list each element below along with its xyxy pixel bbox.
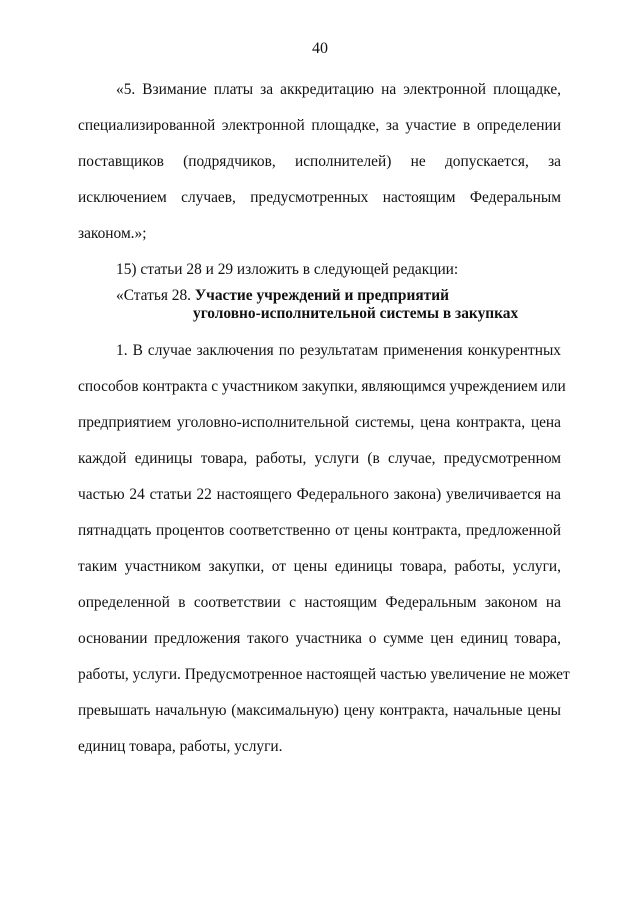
- paragraph-1-line: таким участником закупки, от цены единицы товара, работы, услуги,: [78, 558, 561, 575]
- article-title-line-2: уголовно-исполнительной системы в закупках: [193, 305, 519, 322]
- paragraph-1-line: пятнадцать процентов соответственно от цены контракта, предложенной: [78, 522, 561, 539]
- paragraph-5-line: исключением случаев, предусмотренных настоящим Федеральным: [78, 189, 561, 206]
- paragraph-1-line: работы, услуги. Предусмотренное настоящей частью увеличение не может: [78, 666, 570, 683]
- paragraph-1-line: частью 24 статьи 22 настоящего Федерального закона) увеличивается на: [78, 486, 561, 503]
- article-title-line-1: Участие учреждений и предприятий: [194, 287, 449, 304]
- paragraph-1-line: превышать начальную (максимальную) цену контракта, начальные цены: [78, 702, 561, 719]
- item-15-line: 15) статьи 28 и 29 изложить в следующей редакции:: [116, 261, 459, 278]
- article-heading: [116, 287, 519, 322]
- paragraph-1-line: единиц товара, работы, услуги.: [78, 738, 283, 755]
- page-number: 40: [312, 40, 328, 57]
- article-prefix: «Статья 28.: [116, 287, 192, 304]
- paragraph-1-line: определенной в соответствии с настоящим Федеральным законом на: [78, 594, 561, 611]
- paragraph-1-line: предприятием уголовно-исполнительной системы, цена контракта, цена: [78, 414, 561, 431]
- paragraph-5-line: поставщиков (подрядчиков, исполнителей) не допускается, за: [78, 153, 561, 170]
- paragraph-1-line: каждой единицы товара, работы, услуги (в случае, предусмотренном: [78, 450, 561, 467]
- paragraph-5-line: специализированной электронной площадке, за участие в определении: [78, 117, 561, 134]
- paragraph-1-line: основании предложения такого участника о сумме цен единиц товара,: [78, 630, 561, 647]
- paragraph-1-line: способов контракта с участником закупки, являющимся учреждением или: [78, 378, 566, 395]
- paragraph-5-line: законом.»;: [78, 225, 147, 242]
- paragraph-5-line: «5. Взимание платы за аккредитацию на электронной площадке,: [116, 81, 561, 98]
- paragraph-1-line: 1. В случае заключения по результатам применения конкурентных: [116, 342, 561, 359]
